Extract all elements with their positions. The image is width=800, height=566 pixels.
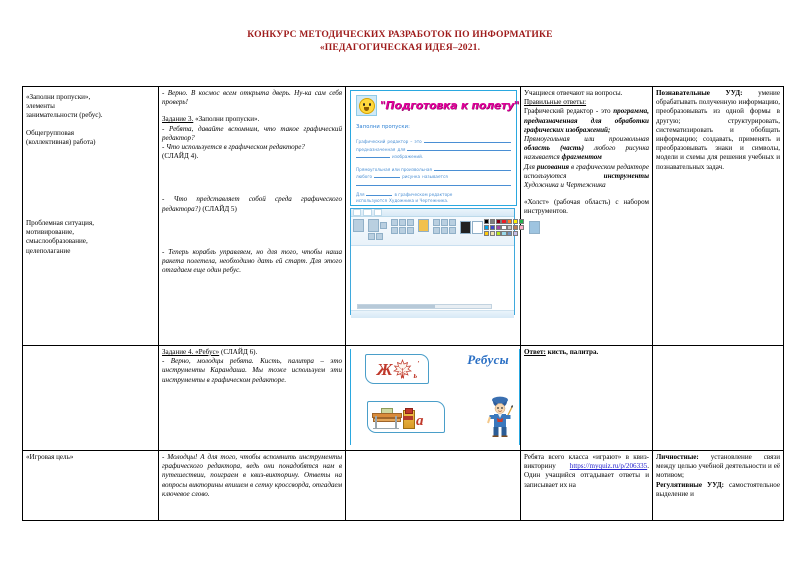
ribbon-group-brushes <box>418 219 429 232</box>
stage-block3-line3: смыслообразование, <box>26 237 88 246</box>
task4-slide: (СЛАЙД 6). <box>220 348 258 356</box>
uud-text-cognitive: умение обрабатывать полученную информацию, преобразовывать из одной формы в другую; структурировать, систематизировать и обобщать информацию; создавать, применять и преобразовывать знаки и символы, модели и схемы для решения учебных и познавательных задач. <box>656 89 781 171</box>
rect-shape-icon[interactable] <box>433 227 440 234</box>
quiz-pre-text: Ребята всего класса «играют» в квиз-викторину <box>524 453 649 471</box>
slide-l6b: в графическом редакторе <box>394 191 453 197</box>
slide-l5c: называется <box>422 174 448 180</box>
picker-icon[interactable] <box>399 227 406 234</box>
answer1-bold: программа, предназначенная для обработки графических изображений; <box>524 107 649 134</box>
ribbon-group-shapes <box>433 219 456 234</box>
uud-text-regulative: самостоятельное выделение и <box>656 480 780 498</box>
desk-icon <box>372 407 400 429</box>
cell-stage-r2 <box>23 346 159 451</box>
rebus-title: Ребусы <box>467 352 509 367</box>
cell-teacher-activity-r1 <box>159 87 346 346</box>
page-title <box>150 28 650 54</box>
rebus-letter-soft-sign: ь <box>413 370 418 380</box>
teacher-p2: - Ребята, давайте вспомним, что такое графический редактор? <box>162 124 342 142</box>
slide-l5a: любого <box>356 174 373 180</box>
lesson-plan-table <box>22 86 784 521</box>
stage-block1-line2: элементы <box>26 102 55 111</box>
slide-l1d: это <box>414 139 422 145</box>
teacher-r2-p1: - Верно, молодцы ребята. Кисть, палитра – это инструменты Карандаша. Мы тоже используем эти инструменты в графическом редакторе. <box>162 357 342 384</box>
paint-tab-home[interactable] <box>363 209 372 216</box>
teacher-p4: (СЛАЙД 4). <box>162 152 199 161</box>
task3-label: Задание 3. <box>162 115 194 124</box>
answer3-pre: Для <box>524 162 537 171</box>
page-title-line1: КОНКУРС МЕТОДИЧЕСКИХ РАЗРАБОТОК ПО ИНФОРМАТИКЕ <box>247 29 553 40</box>
teacher-p5: - Что представляет собой среда графического редактора?) <box>162 195 342 213</box>
horizontal-scrollbar[interactable] <box>357 304 492 309</box>
rebus-puzzle-2 <box>367 401 445 433</box>
maple-leaf-icon <box>393 359 420 380</box>
slide-blank-4[interactable] <box>434 166 511 171</box>
task4-label: Задание 4. «Ребус» <box>162 348 220 356</box>
answer-label: Ответ: <box>524 348 546 356</box>
cell-stage-r1 <box>23 87 159 346</box>
slide-l5b: рисунка <box>402 174 421 180</box>
ribbon-group-colors <box>460 219 540 236</box>
slide-l1a: Графический <box>356 139 386 145</box>
answer2-mid: любого рисунка называется <box>524 144 650 162</box>
cell-uud-r2 <box>653 346 784 451</box>
paint-titlebar <box>351 209 514 217</box>
brushes-icon[interactable] <box>418 219 429 232</box>
slide-l2a: предназначенная <box>356 146 396 152</box>
quiz-link[interactable]: https://myquiz.ru/p/206335 <box>569 462 648 471</box>
select-icon[interactable] <box>368 219 379 232</box>
paint-tab-file[interactable] <box>353 209 361 216</box>
crop-icon[interactable] <box>380 222 387 229</box>
table-row <box>23 87 784 346</box>
slide-title: "Подготовка к полету" <box>380 98 520 112</box>
uud-heading-personal: Личностные: <box>656 453 699 461</box>
stage-block1-line3: занимательности (ребус). <box>26 111 103 120</box>
status-left <box>353 310 354 319</box>
paste-icon[interactable] <box>353 219 364 232</box>
edit-colors-icon[interactable] <box>529 221 540 234</box>
teacher-p5-slide: (СЛАЙД 5) <box>202 204 237 213</box>
rebus-apostrophe: ’ <box>417 360 420 367</box>
answer2-b1: область (часть) <box>524 144 584 153</box>
stage-block3-line2: мотивирование, <box>26 228 74 237</box>
cell-student-activity-r2 <box>521 346 653 451</box>
slide-l1c: – <box>410 139 413 145</box>
resize-icon[interactable] <box>368 233 375 240</box>
paint-canvas[interactable] <box>351 246 514 311</box>
slide-blank-6[interactable] <box>356 181 511 186</box>
cell-teacher-activity-r2 <box>159 346 346 451</box>
rebus-letter-a: а <box>416 413 424 429</box>
status-right <box>511 310 512 319</box>
uud-text-personal: установление связи между целью учебной деятельности и её мотивом; <box>656 453 780 480</box>
cell-student-activity-r1 <box>521 87 653 346</box>
answer2-b2: фрагментом <box>561 153 602 162</box>
cell-student-activity-r3 <box>521 451 653 521</box>
answer1-plain: Графический редактор - это <box>524 107 614 116</box>
stage-block2-line1: Общегрупповая <box>26 128 75 137</box>
answer3-post: Художника и Чертежника <box>524 181 606 190</box>
correct-answers-label: Правильные ответы: <box>524 98 587 107</box>
page-title-line2: «ПЕДАГОГИЧЕСКАЯ ИДЕЯ–2021. <box>319 42 481 53</box>
task3-name: «Заполни пропуски». <box>195 115 260 124</box>
paint-ribbon <box>351 217 514 246</box>
answer3-mid: в графическом редакторе используются <box>524 162 649 180</box>
stage-block2-line2: (коллективная) работа) <box>26 137 96 146</box>
uud-heading-regulative: Регулятивные УУД: <box>656 480 724 489</box>
slide-l7b: Художника и Чертежника. <box>388 198 449 204</box>
cell-visuals-r3 <box>346 451 521 521</box>
teacher-p1: - Верно. В космос всем открыта дверь. Ну-ка сам себя проверь! <box>162 89 342 107</box>
rotate-icon[interactable] <box>376 233 383 240</box>
arrow-shape-icon[interactable] <box>449 227 456 234</box>
ribbon-group-image <box>368 219 387 240</box>
slide-l1b: редактор <box>387 139 409 145</box>
magnifier-icon[interactable] <box>407 227 414 234</box>
table-row <box>23 451 784 521</box>
rebus-puzzle-1 <box>365 354 429 384</box>
uud-heading-cognitive: Познавательные УУД: <box>656 89 743 97</box>
eraser-icon[interactable] <box>391 227 398 234</box>
smiley-icon <box>356 95 377 116</box>
slide-blank-1[interactable] <box>424 138 511 143</box>
slide-l6a: Для <box>356 191 365 197</box>
slide-subtitle: Заполни пропуски: <box>356 124 410 130</box>
stage-block3-line4: целеполагание <box>26 246 71 255</box>
answer3-b1: рисования <box>536 162 570 171</box>
slide-blank-7[interactable] <box>366 191 392 196</box>
table-row <box>23 346 784 451</box>
cell-uud-r3 <box>653 451 784 521</box>
cell-teacher-activity-r3 <box>159 451 346 521</box>
cell-stage-r3 <box>23 451 159 521</box>
color-palette[interactable] <box>484 219 528 236</box>
paint-can-icon <box>403 408 413 429</box>
slide-blank-3[interactable] <box>356 153 390 158</box>
teacher-p3: - Что используется в графическом редакторе? <box>162 143 305 152</box>
line-shape-icon[interactable] <box>433 219 440 226</box>
cell-uud-r1 <box>653 87 784 346</box>
slide-l4a: Прямоугольная или произвольная <box>356 166 432 172</box>
answer2-pre: Прямоугольная или произвольная <box>524 135 649 144</box>
rebus-letter-zh: Ж <box>376 359 393 379</box>
slide-l2b: для <box>397 146 406 152</box>
color1-swatch[interactable] <box>460 221 471 234</box>
cell-visuals-r1 <box>346 87 521 346</box>
answer-text: кисть, палитра. <box>545 348 599 356</box>
paint-editor-screenshot <box>350 208 515 315</box>
answer4: «Холст» (рабочая область) с набором инструментов. <box>524 198 649 216</box>
oval-shape-icon[interactable] <box>449 219 456 226</box>
paint-statusbar <box>351 311 514 318</box>
stage-r3-text: «Игровая цель» <box>26 453 74 461</box>
ribbon-group-tools <box>391 219 414 234</box>
answer3-b2: инструменты <box>603 171 649 180</box>
artist-character-icon <box>487 395 513 437</box>
color2-swatch[interactable] <box>472 221 483 234</box>
rebus-slide <box>350 349 520 445</box>
student-p1: Учащиеся отвечают на вопросы. <box>524 89 623 97</box>
slide-blank-5[interactable] <box>374 173 400 178</box>
quiz-post-text: . Один учащийся отгадывает ответы и записывает их на <box>524 462 649 489</box>
curve-shape-icon[interactable] <box>441 219 448 226</box>
paint-tab-view[interactable] <box>374 209 382 216</box>
cell-visuals-r2 <box>346 346 521 451</box>
teacher-p6: - Теперь корабль управляем, но для того, чтобы наша ракета полетела, необходимо дать ей старт. Для этого отгадаем еще один ребус. <box>162 247 342 275</box>
slide-podgotovka-k-poletu <box>350 90 520 206</box>
teacher-r3-p1: - Молодцы! А для того, чтобы вспомнить инструменты графического редактора, ведь они понадобятся нам в путешествии, поиграем в квиз-викторину. Ответы на вопросы викторины впишем в сетку кроссворда, отгадаем ключевое слово. <box>162 453 342 498</box>
text-icon[interactable] <box>407 219 414 226</box>
ribbon-group-clipboard <box>353 219 364 242</box>
pencil-icon[interactable] <box>391 219 398 226</box>
polygon-shape-icon[interactable] <box>441 227 448 234</box>
fill-icon[interactable] <box>399 219 406 226</box>
stage-block3-line1: Проблемная ситуация, <box>26 219 94 228</box>
stage-block1-line1: «Заполни пропуски», <box>26 93 91 101</box>
slide-l3a: изображений. <box>392 154 424 160</box>
slide-l7a: используются <box>356 198 387 204</box>
slide-blank-2[interactable] <box>407 146 511 151</box>
